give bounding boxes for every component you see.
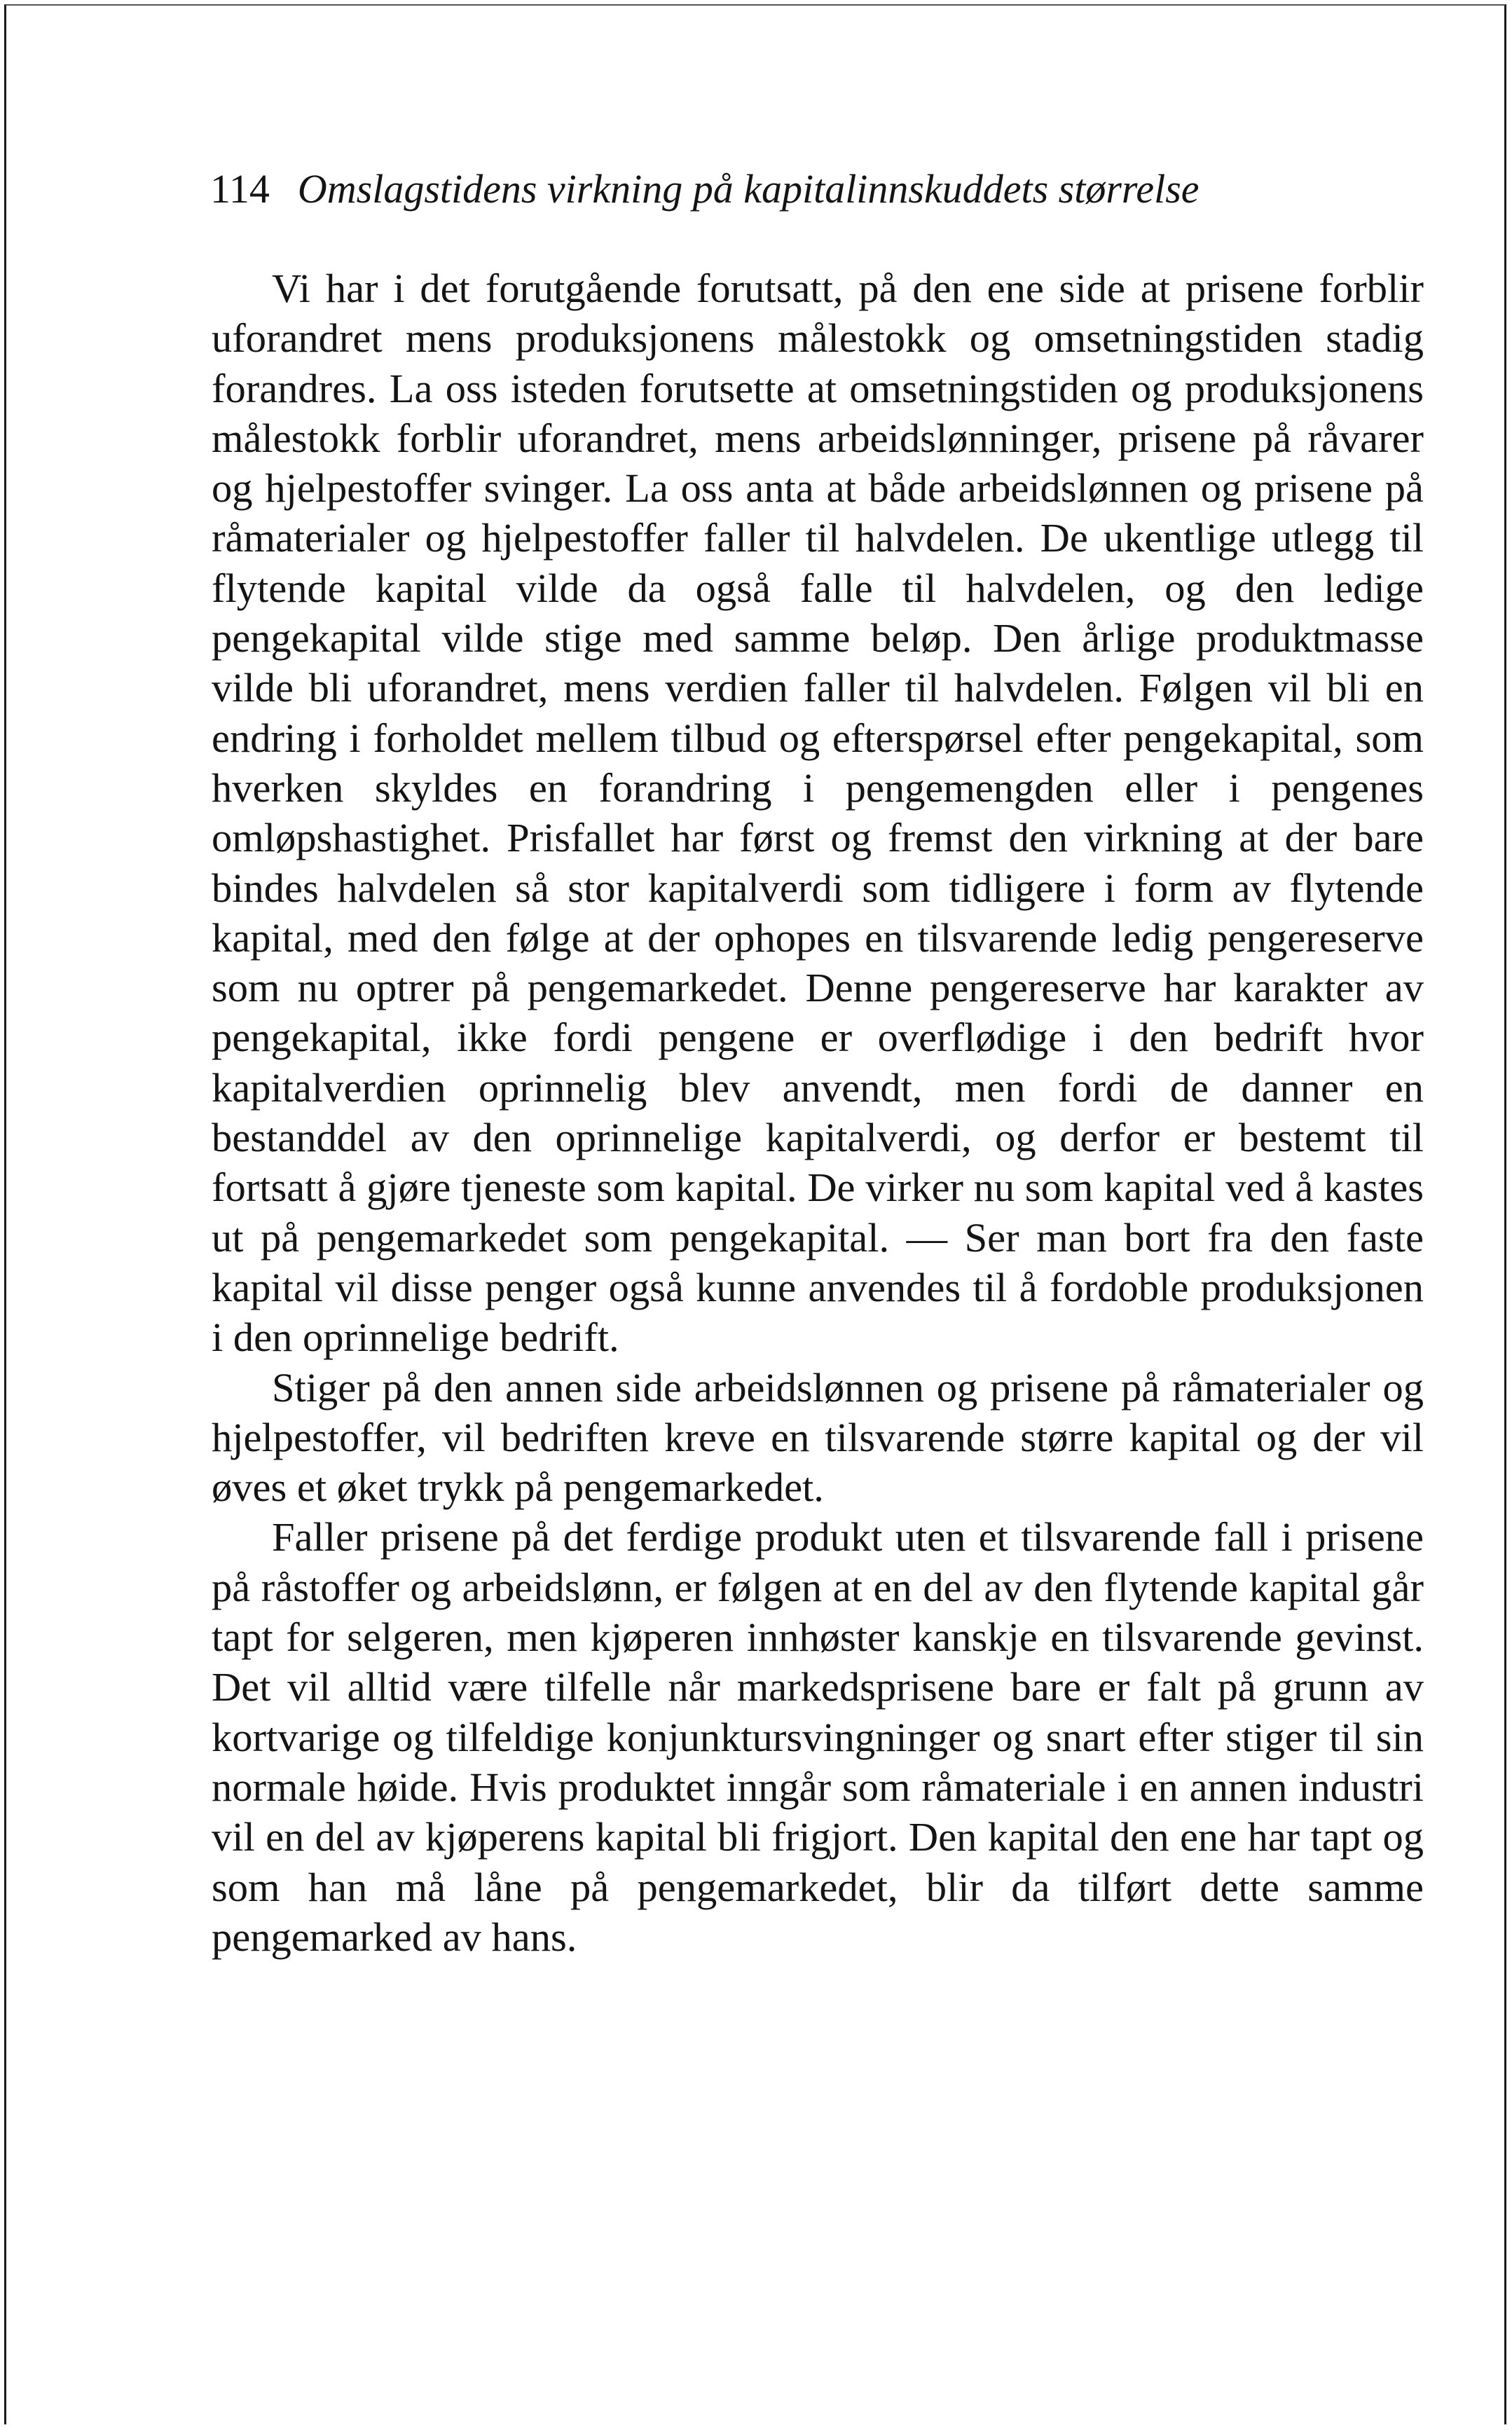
paragraph-3: Faller prisene på det ferdige produkt uten et tilsvarende fall i prisene på råstoffer og arbeidslønn, er følgen at en del av den flytende kapital går tapt for selgeren, men kjøperen innhøster kanskje en tilsvarende gevinst. Det vil alltid være tilfelle når markedsprisene bare er falt på grunn av kortvarige og tilfeldige konjunktursvingninger og snart efter stiger til sin normale høide. Hvis produktet inngår som råmateriale i en annen industri vil en del av kjøperens kapital bli frigjort. Den kapital den ene har tapt og som han må låne på pengemarkedet, blir da tilført dette samme pengemarked av hans. [212,1514,1424,1960]
paragraph-1: Vi har i det forutgående forutsatt, på den ene side at prisene forblir uforandret mens produksjonens målestokk og omsetningstiden stadig forandres. La oss isteden forutsette at omsetningstiden og produksjonens målestokk forblir uforandret, mens arbeidslønninger, prisene på råvarer og hjelpestoffer svinger. La oss anta at både arbeidslønnen og prisene på råmaterialer og hjelpestoffer faller til halvdelen. De ukentlige utlegg til flytende kapital vilde da også falle til halvdelen, og den ledige pengekapital vilde stige med samme beløp. Den årlige produktmasse vilde bli uforandret, mens verdien faller til halvdelen. Følgen vil bli en endring i forholdet mellem tilbud og efterspørsel efter pengekapital, som hverken skyldes en forandring i pengemengden eller i pengenes omløpshastighet. Prisfallet har først og fremst den virkning at der bare bindes halvdelen så stor kapitalverdi som tidligere i form av flytende kapital, med den følge at der ophopes en tilsvarende ledig pengereserve som nu optrer på pengemarkedet. Denne pengereserve har karakter av pengekapital, ikke fordi pengene er overflødige i den bedrift hvor kapitalverdien oprinnelig blev anvendt, men fordi de danner en bestanddel av den oprinnelige kapitalverdi, og derfor er bestemt til fortsatt å gjøre tjeneste som kapital. De virker nu som kapital ved å kastes ut på pengemarkedet som pengekapital. — Ser man bort fra den faste kapital vil disse penger også kunne anvendes til å fordoble produksjonen i den oprinnelige bedrift. [212,266,1424,1361]
page-number: 114 [210,166,270,212]
running-title: Omslagstidens virkning på kapitalinnskuddets størrelse [297,166,1200,212]
running-head [210,161,1331,217]
paragraph-2: Stiger på den annen side arbeidslønnen og prisene på råmaterialer og hjelpestoffer, vil bedriften kreve en tilsvarende større kapital og der vil øves et øket trykk på pengemarkedet. [212,1364,1424,1511]
body-text [212,263,1424,1962]
